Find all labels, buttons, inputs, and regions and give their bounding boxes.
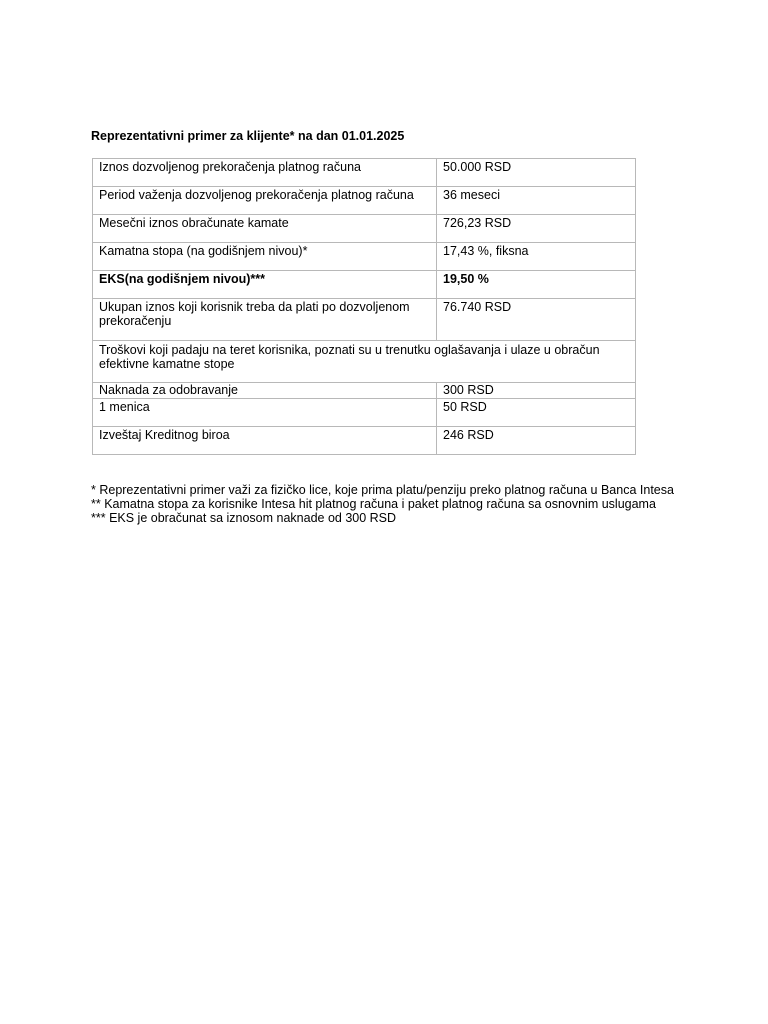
table-row <box>93 243 636 271</box>
row-label: Ukupan iznos koji korisnik treba da plati po dozvoljenom prekoračenju <box>93 299 437 341</box>
table-row-eks <box>93 271 636 299</box>
table-row <box>93 159 636 187</box>
row-value: 246 RSD <box>437 427 636 455</box>
table-row <box>93 215 636 243</box>
table-row <box>93 427 636 455</box>
row-value: 300 RSD <box>437 383 636 399</box>
row-value: 726,23 RSD <box>437 215 636 243</box>
table-row <box>93 299 636 341</box>
row-value: 76.740 RSD <box>437 299 636 341</box>
row-label: Period važenja dozvoljenog prekoračenja platnog računa <box>93 187 437 215</box>
row-label: Izveštaj Kreditnog biroa <box>93 427 437 455</box>
row-label: Mesečni iznos obračunate kamate <box>93 215 437 243</box>
row-value: 36 meseci <box>437 187 636 215</box>
row-label: EKS(na godišnjem nivou)*** <box>93 271 437 299</box>
table-row <box>93 399 636 427</box>
document-title: Reprezentativni primer za klijente* na dan 01.01.2025 <box>91 129 405 143</box>
row-label: Kamatna stopa (na godišnjem nivou)* <box>93 243 437 271</box>
footnote-1: * Reprezentativni primer važi za fizičko lice, koje prima platu/penziju preko platnog računa u Banca Intesa <box>91 483 674 497</box>
table-row <box>93 187 636 215</box>
row-label: Iznos dozvoljenog prekoračenja platnog računa <box>93 159 437 187</box>
row-value: 50 RSD <box>437 399 636 427</box>
footnote-3: *** EKS je obračunat sa iznosom naknade od 300 RSD <box>91 511 397 525</box>
costs-header: Troškovi koji padaju na teret korisnika, poznati su u trenutku oglašavanja i ulaze u obračun efektivne kamatne stope <box>93 341 636 383</box>
costs-header-row <box>93 341 636 383</box>
row-label: 1 menica <box>93 399 437 427</box>
table-row <box>93 383 636 399</box>
representative-example-table <box>92 158 636 455</box>
row-value: 17,43 %, fiksna <box>437 243 636 271</box>
footnote-2: ** Kamatna stopa za korisnike Intesa hit platnog računa i paket platnog računa sa osnovnim uslugama <box>91 497 656 511</box>
row-value: 50.000 RSD <box>437 159 636 187</box>
footnotes <box>91 483 676 525</box>
row-value: 19,50 % <box>437 271 636 299</box>
row-label: Naknada za odobravanje <box>93 383 437 399</box>
